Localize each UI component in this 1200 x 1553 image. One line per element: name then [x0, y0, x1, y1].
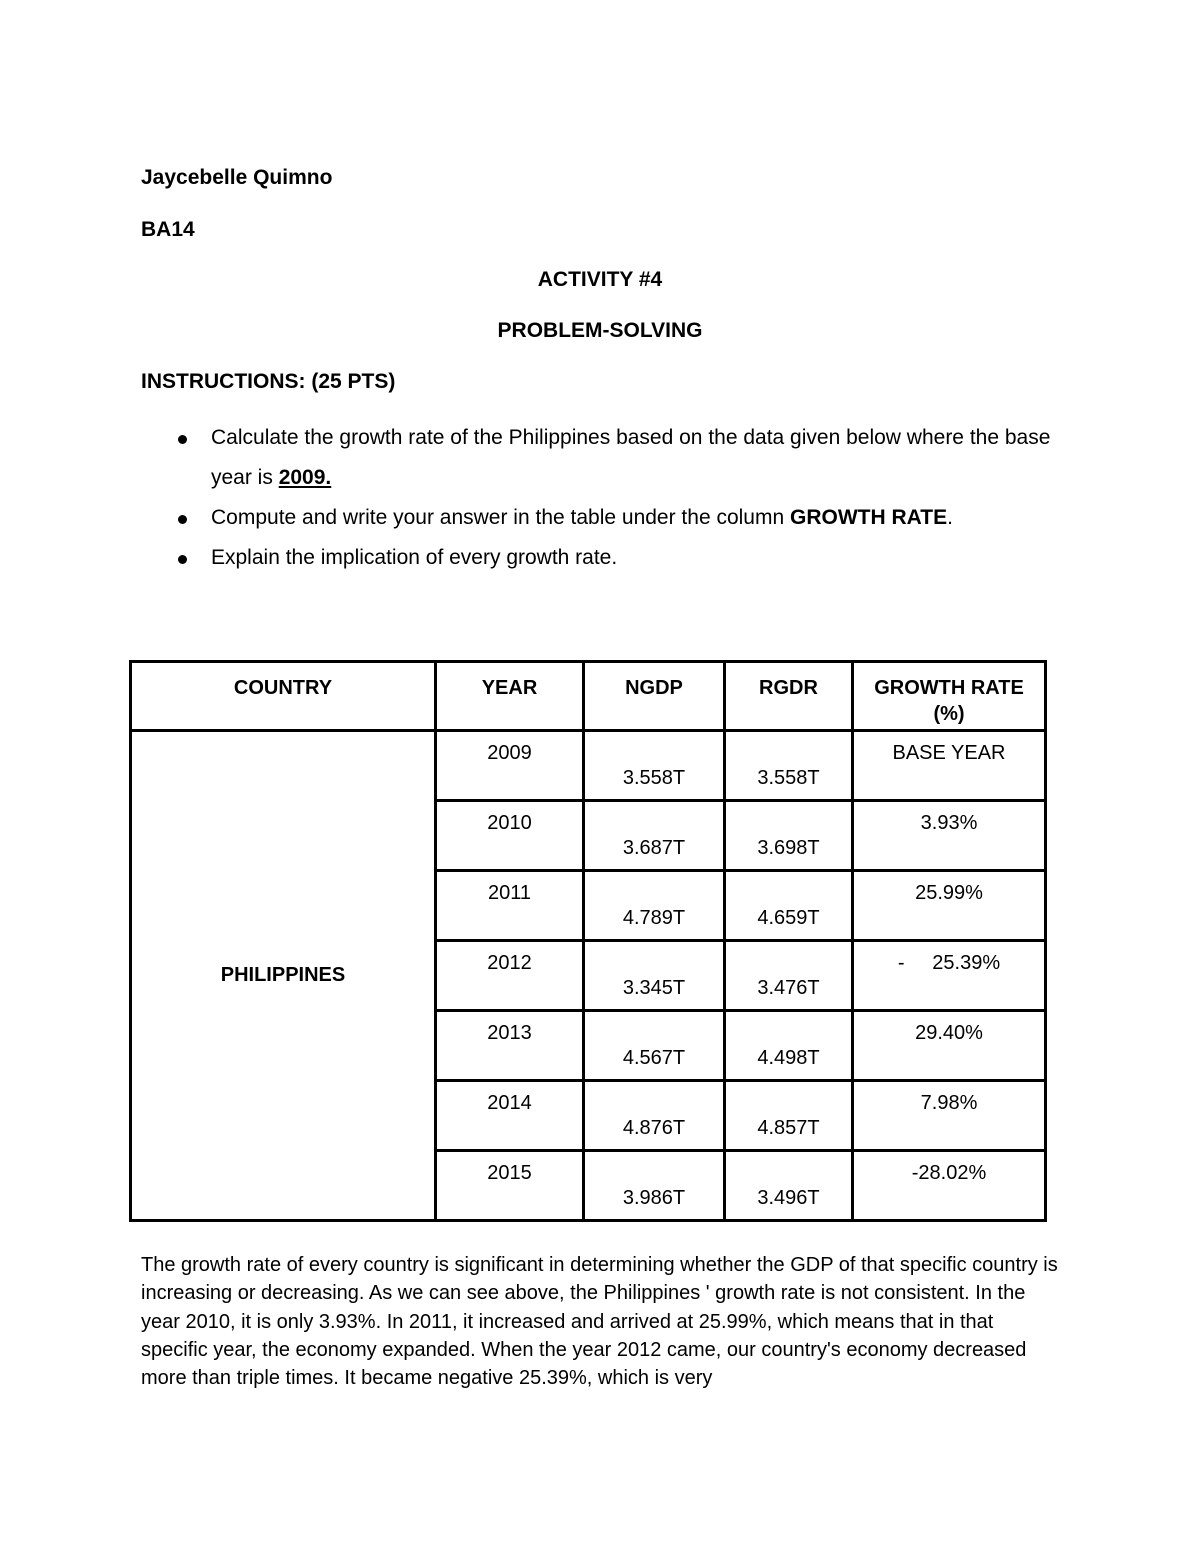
instruction-item [178, 538, 1078, 578]
bullet-icon [178, 435, 187, 444]
base-year-emphasis: 2009. [278, 466, 332, 489]
ngdp-cell: 4.567T [584, 1011, 725, 1081]
year-cell: 2010 [436, 801, 584, 871]
header-growth-rate [853, 662, 1046, 731]
header-growth-line2: (%) [933, 703, 965, 725]
growth-cell: 7.98% [853, 1081, 1046, 1151]
instruction-text: Explain the implication of every growth rate. [211, 546, 618, 569]
growth-rate-emphasis: GROWTH RATE [790, 506, 948, 529]
student-name: Jaycebelle Quimno [141, 166, 333, 189]
year-cell: 2013 [436, 1011, 584, 1081]
instructions-list [178, 418, 1078, 578]
growth-cell: 25.99% [853, 871, 1046, 941]
rgdr-cell: 4.498T [725, 1011, 853, 1081]
growth-cell: 3.93% [853, 801, 1046, 871]
activity-title: ACTIVITY #4 [537, 268, 663, 291]
country-cell: PHILIPPINES [131, 731, 436, 1221]
year-cell: 2009 [436, 731, 584, 801]
ngdp-cell: 3.986T [584, 1151, 725, 1221]
header-growth-line1: GROWTH RATE [874, 677, 1024, 699]
ngdp-cell: 4.789T [584, 871, 725, 941]
ngdp-cell: 3.687T [584, 801, 725, 871]
growth-rate-table [129, 660, 1047, 1222]
year-cell: 2011 [436, 871, 584, 941]
table-row [131, 731, 1046, 801]
rgdr-cell: 3.496T [725, 1151, 853, 1221]
growth-cell: -28.02% [853, 1151, 1046, 1221]
bullet-icon [178, 555, 187, 564]
header-ngdp: NGDP [584, 662, 725, 731]
ngdp-cell: 3.558T [584, 731, 725, 801]
instruction-item [178, 418, 1078, 498]
instruction-item [178, 498, 1078, 538]
bullet-icon [178, 515, 187, 524]
header-country: COUNTRY [131, 662, 436, 731]
growth-cell: - 25.39% [853, 941, 1046, 1011]
instructions-label: INSTRUCTIONS: (25 PTS) [141, 370, 396, 393]
rgdr-cell: 4.659T [725, 871, 853, 941]
instruction-text: Calculate the growth rate of the Philippines based on the data given below where the base year is [211, 426, 1051, 489]
instruction-text: Compute and write your answer in the table under the column [211, 506, 790, 529]
rgdr-cell: 3.698T [725, 801, 853, 871]
header-year: YEAR [436, 662, 584, 731]
growth-cell: 29.40% [853, 1011, 1046, 1081]
course-code: BA14 [141, 218, 195, 241]
table-header-row [131, 662, 1046, 731]
activity-subtitle: PROBLEM-SOLVING [497, 319, 703, 342]
ngdp-cell: 3.345T [584, 941, 725, 1011]
year-cell: 2012 [436, 941, 584, 1011]
year-cell: 2015 [436, 1151, 584, 1221]
instruction-text-end: . [947, 506, 953, 529]
rgdr-cell: 3.476T [725, 941, 853, 1011]
rgdr-cell: 3.558T [725, 731, 853, 801]
ngdp-cell: 4.876T [584, 1081, 725, 1151]
rgdr-cell: 4.857T [725, 1081, 853, 1151]
growth-cell: BASE YEAR [853, 731, 1046, 801]
year-cell: 2014 [436, 1081, 584, 1151]
header-rgdr: RGDR [725, 662, 853, 731]
explanation-paragraph: The growth rate of every country is significant in determining whether the GDP of that specific country is increasing or decreasing. As we can see above, the Philippines ' growth rate is not consistent. In the year 2010, it is only 3.93%. In 2011, it increased and arrived at 25.99%, which means that in that specific year, the economy expanded. When the year 2012 came, our country's economy decreased more than triple times. It became negative 25.39%, which is very [141, 1254, 1058, 1390]
